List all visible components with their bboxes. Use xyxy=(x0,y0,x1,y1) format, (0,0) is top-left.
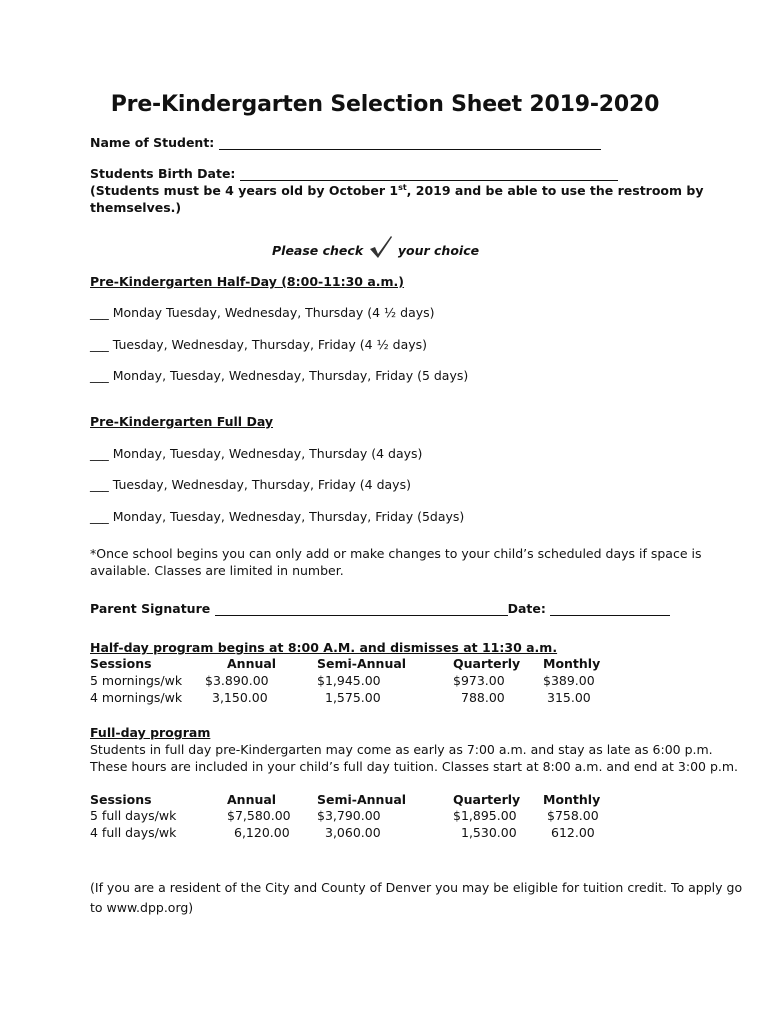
birth-date-row xyxy=(90,166,618,181)
schedule-note-line1: *Once school begins you can only add or make changes to your child’s scheduled days if space is xyxy=(90,546,702,561)
half-day-header-annual: Annual xyxy=(227,656,277,671)
full-day-row-2-monthly: 612.00 xyxy=(551,825,595,840)
half-day-option-3[interactable]: ___ Monday, Tuesday, Wednesday, Thursday, Friday (5 days) xyxy=(90,368,469,383)
full-day-row-2-sessions: 4 full days/wk xyxy=(90,825,177,840)
full-day-row-1-annual: $7,580.00 xyxy=(227,808,291,823)
full-day-pricing-heading: Full-day program xyxy=(90,725,211,740)
full-day-description-line2: These hours are included in your child’s full day tuition. Classes start at 8:00 a.m. and end at 3:00 p.m. xyxy=(90,759,739,774)
student-name-field[interactable] xyxy=(219,136,601,150)
full-day-option-1[interactable]: ___ Monday, Tuesday, Wednesday, Thursday (4 days) xyxy=(90,446,423,461)
full-day-heading: Pre-Kindergarten Full Day xyxy=(90,414,274,429)
full-day-header-annual: Annual xyxy=(227,792,277,807)
full-day-option-2[interactable]: ___ Tuesday, Wednesday, Thursday, Friday (4 days) xyxy=(90,477,411,492)
check-prompt-after: your choice xyxy=(397,243,480,258)
full-day-row-2-annual: 6,120.00 xyxy=(234,825,290,840)
half-day-row-1-annual: $3.890.00 xyxy=(205,673,269,688)
half-day-row-2-quarterly: 788.00 xyxy=(461,690,505,705)
full-day-option-3[interactable]: ___ Monday, Tuesday, Wednesday, Thursday, Friday (5days) xyxy=(90,509,465,524)
full-day-row-1-semi-annual: $3,790.00 xyxy=(317,808,381,823)
half-day-row-1-semi-annual: $1,945.00 xyxy=(317,673,381,688)
half-day-row-2-sessions: 4 mornings/wk xyxy=(90,690,183,705)
age-note-text-cont: , 2019 and be able to use the restroom by xyxy=(406,183,704,199)
full-day-row-2-quarterly: 1,530.00 xyxy=(461,825,517,840)
half-day-row-1-monthly: $389.00 xyxy=(543,673,595,688)
half-day-heading: Pre-Kindergarten Half-Day (8:00-11:30 a.m.) xyxy=(90,274,405,289)
full-day-header-semi-annual: Semi-Annual xyxy=(317,792,407,807)
tuition-credit-note-line2: to www.dpp.org) xyxy=(90,900,194,915)
half-day-option-1[interactable]: ___ Monday Tuesday, Wednesday, Thursday (4 ½ days) xyxy=(90,305,435,320)
birth-date-field[interactable] xyxy=(240,167,618,181)
parent-signature-field[interactable] xyxy=(215,602,508,616)
half-day-header-sessions: Sessions xyxy=(90,656,152,671)
full-day-header-quarterly: Quarterly xyxy=(453,792,521,807)
full-day-description-line1: Students in full day pre-Kindergarten may come as early as 7:00 a.m. and stay as late as 6:00 p.m. xyxy=(90,742,713,757)
check-prompt-before: Please check xyxy=(272,243,364,258)
age-note-sup: st xyxy=(398,183,407,192)
half-day-row-2-annual: 3,150.00 xyxy=(212,690,268,705)
age-note-text: (Students must be 4 years old by October 1 xyxy=(90,183,399,199)
date-label: Date: xyxy=(507,601,546,616)
half-day-row-2-monthly: 315.00 xyxy=(547,690,591,705)
half-day-option-2[interactable]: ___ Tuesday, Wednesday, Thursday, Friday (4 ½ days) xyxy=(90,337,428,352)
age-note-line2: themselves.) xyxy=(90,200,182,215)
full-day-row-1-monthly: $758.00 xyxy=(547,808,599,823)
tuition-credit-note-line1: (If you are a resident of the City and County of Denver you may be eligible for tuition credit. To apply go xyxy=(90,880,743,895)
half-day-row-2-semi-annual: 1,575.00 xyxy=(325,690,381,705)
check-prompt xyxy=(272,235,479,259)
full-day-header-monthly: Monthly xyxy=(543,792,601,807)
birth-date-label: Students Birth Date: xyxy=(90,166,236,181)
page-title: Pre-Kindergarten Selection Sheet 2019-2020 xyxy=(110,92,660,117)
half-day-header-monthly: Monthly xyxy=(543,656,601,671)
signature-date-field[interactable] xyxy=(550,602,670,616)
half-day-header-semi-annual: Semi-Annual xyxy=(317,656,407,671)
age-requirement-note xyxy=(90,183,703,198)
schedule-note-line2: available. Classes are limited in number. xyxy=(90,563,344,578)
half-day-row-1-quarterly: $973.00 xyxy=(453,673,505,688)
half-day-header-quarterly: Quarterly xyxy=(453,656,521,671)
full-day-row-1-quarterly: $1,895.00 xyxy=(453,808,517,823)
full-day-row-1-sessions: 5 full days/wk xyxy=(90,808,177,823)
student-name-row xyxy=(90,135,601,150)
checkmark-icon xyxy=(368,235,394,259)
half-day-row-1-sessions: 5 mornings/wk xyxy=(90,673,183,688)
signature-row xyxy=(90,601,670,616)
full-day-header-sessions: Sessions xyxy=(90,792,152,807)
full-day-row-2-semi-annual: 3,060.00 xyxy=(325,825,381,840)
half-day-pricing-heading: Half-day program begins at 8:00 A.M. and dismisses at 11:30 a.m. xyxy=(90,640,558,655)
student-name-label: Name of Student: xyxy=(90,135,215,150)
parent-signature-label: Parent Signature xyxy=(90,601,211,616)
